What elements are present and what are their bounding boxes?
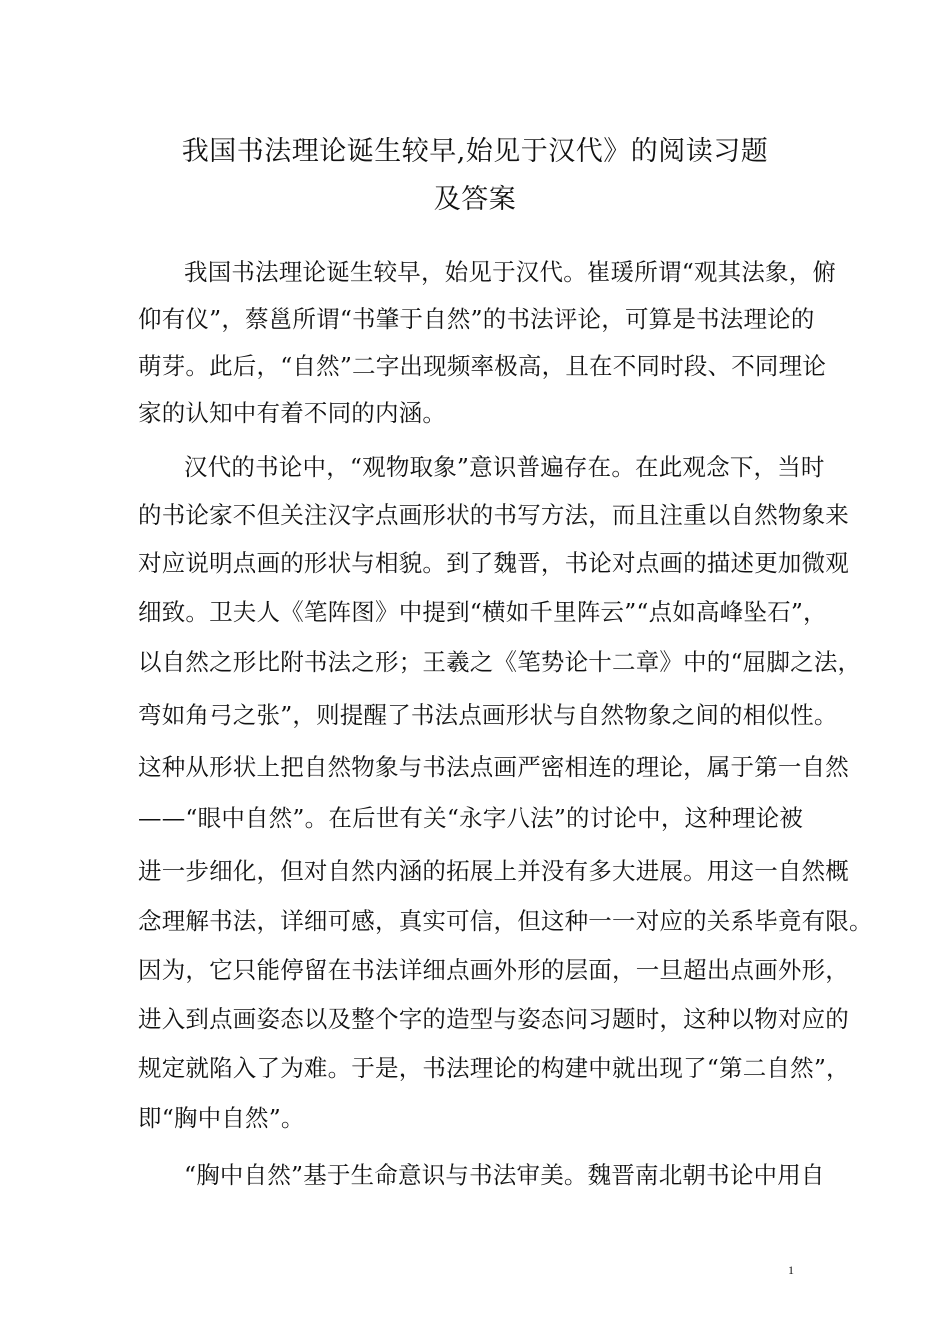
paragraph-2-line-8: ——“眼中自然”。在后世有关“永字八法”的讨论中，这种理论被 [138,804,804,832]
paragraph-2-line-4: 细致。卫夫人《笔阵图》中提到“横如千里阵云”“点如高峰坠石”， [138,598,827,626]
paragraph-2-line-5: 以自然之形比附书法之形；王羲之《笔势论十二章》中的“屈脚之法， [138,648,862,676]
paragraph-1-line-1: 我国书法理论诞生较早，始见于汉代。崔瑗所谓“观其法象，俯 [184,258,837,286]
paragraph-1-line-2: 仰有仪”，蔡邕所谓“书肇于自然”的书法评论，可算是书法理论的 [138,305,815,333]
page-number: 1 [788,1263,794,1277]
paragraph-2-line-2: 的书论家不但关注汉字点画形状的书写方法，而且注重以自然物象来 [138,501,849,529]
paragraph-1-line-3: 萌芽。此后，“自然”二字出现频率极高，且在不同时段、不同理论 [138,352,827,380]
paragraph-2-line-7: 这种从形状上把自然物象与书法点画严密相连的理论，属于第一自然 [138,753,849,781]
paragraph-2-line-12: 进入到点画姿态以及整个字的造型与姿态问习题时，这种以物对应的 [138,1005,849,1033]
paragraph-1-line-4: 家的认知中有着不同的内涵。 [138,399,447,427]
paragraph-2-line-1: 汉代的书论中，“观物取象”意识普遍存在。在此观念下，当时 [184,453,825,481]
paragraph-2-line-3: 对应说明点画的形状与相貌。到了魏晋，书论对点画的描述更加微观 [138,549,849,577]
paragraph-2-line-10: 念理解书法，详细可感，真实可信，但这种一一对应的关系毕竟有限。 [138,907,873,935]
paragraph-2-line-6: 弯如角弓之张”，则提醒了书法点画形状与自然物象之间的相似性。 [138,701,838,729]
document-title-line-2: 及答案 [433,184,517,215]
paragraph-2-line-9: 进一步细化，但对自然内涵的拓展上并没有多大进展。用这一自然概 [138,857,849,885]
paragraph-2-line-11: 因为，它只能停留在书法详细点画外形的层面，一旦超出点画外形， [138,956,849,984]
paragraph-2-line-13: 规定就陷入了为难。于是，书法理论的构建中就出现了“第二自然”， [138,1054,850,1082]
paragraph-3-line-1: “胸中自然”基于生命意识与书法审美。魏晋南北朝书论中用自 [184,1161,825,1189]
paragraph-2-line-14: 即“胸中自然”。 [138,1104,305,1132]
document-title-line-1: 我国书法理论诞生较早,始见于汉代》的阅读习题 [181,136,769,167]
